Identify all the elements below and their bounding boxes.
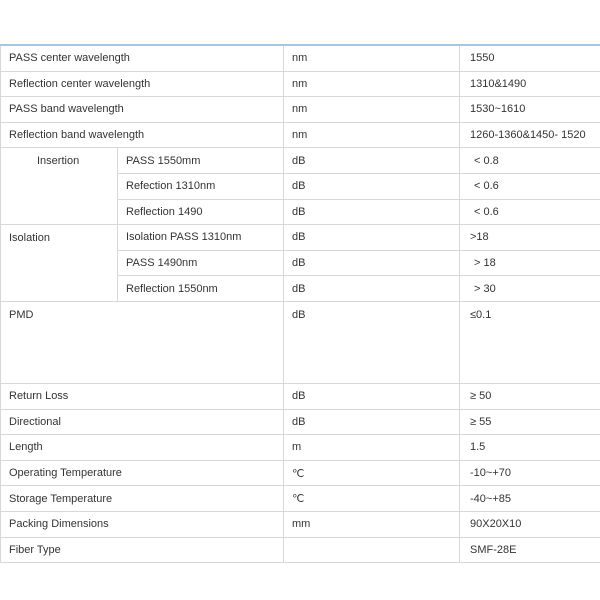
unit-cell: dB — [284, 383, 460, 409]
value-cell: < 0.6 — [460, 173, 600, 199]
value-cell: ≤0.1 — [460, 301, 600, 383]
table-row — [1, 486, 600, 512]
value-cell: 90X20X10 — [460, 511, 600, 537]
unit-cell: nm — [284, 97, 460, 123]
param-label: Packing Dimensions — [1, 511, 284, 537]
param-label: Length — [1, 435, 284, 461]
table-row — [1, 45, 600, 71]
unit-cell: mm — [284, 511, 460, 537]
value-cell: 1260-1360&1450- 1520 — [460, 122, 600, 148]
value-cell: > 18 — [460, 250, 600, 276]
unit-cell: nm — [284, 122, 460, 148]
param-label: Directional — [1, 409, 284, 435]
table-row — [1, 409, 600, 435]
table-row — [1, 511, 600, 537]
value-cell: > 30 — [460, 276, 600, 302]
value-cell: >18 — [460, 225, 600, 251]
table-row — [1, 435, 600, 461]
param-label: PASS band wavelength — [1, 97, 284, 123]
value-cell: ≥ 55 — [460, 409, 600, 435]
unit-cell: dB — [284, 199, 460, 225]
table-row — [1, 383, 600, 409]
spec-table — [0, 44, 600, 563]
unit-cell: dB — [284, 148, 460, 174]
table-row — [1, 460, 600, 486]
value-cell: 1550 — [460, 45, 600, 71]
unit-cell: ℃ — [284, 460, 460, 486]
param-label: Storage Temperature — [1, 486, 284, 512]
unit-cell: dB — [284, 250, 460, 276]
value-cell: < 0.6 — [460, 199, 600, 225]
param-label: Operating Temperature — [1, 460, 284, 486]
unit-cell: m — [284, 435, 460, 461]
param-label: Reflection 1550nm — [118, 276, 284, 302]
value-cell: SMF-28E — [460, 537, 600, 563]
param-label: PASS 1550mm — [118, 148, 284, 174]
value-cell: 1.5 — [460, 435, 600, 461]
unit-cell: dB — [284, 301, 460, 383]
unit-cell: nm — [284, 71, 460, 97]
table-row — [1, 71, 600, 97]
param-label: PASS center wavelength — [1, 45, 284, 71]
value-cell: 1310&1490 — [460, 71, 600, 97]
unit-cell: dB — [284, 225, 460, 251]
unit-cell: dB — [284, 173, 460, 199]
param-label: Isolation PASS 1310nm — [118, 225, 284, 251]
unit-cell: nm — [284, 45, 460, 71]
value-cell: < 0.8 — [460, 148, 600, 174]
table-row — [1, 225, 600, 251]
value-cell: ≥ 50 — [460, 383, 600, 409]
param-label: Fiber Type — [1, 537, 284, 563]
value-cell: -10~+70 — [460, 460, 600, 486]
unit-cell — [284, 537, 460, 563]
param-label: Return Loss — [1, 383, 284, 409]
table-row — [1, 301, 600, 383]
table-row — [1, 148, 600, 174]
table-row — [1, 122, 600, 148]
param-label: Reflection 1490 — [118, 199, 284, 225]
unit-cell: dB — [284, 409, 460, 435]
unit-cell: ℃ — [284, 486, 460, 512]
value-cell: -40~+85 — [460, 486, 600, 512]
param-label: Reflection band wavelength — [1, 122, 284, 148]
group-label-isolation: Isolation — [1, 225, 118, 302]
param-label: Reflection center wavelength — [1, 71, 284, 97]
param-label: Refection 1310nm — [118, 173, 284, 199]
param-label: PMD — [1, 301, 284, 383]
param-label: PASS 1490nm — [118, 250, 284, 276]
unit-cell: dB — [284, 276, 460, 302]
table-row — [1, 97, 600, 123]
table-row — [1, 537, 600, 563]
value-cell: 1530~1610 — [460, 97, 600, 123]
group-label-insertion: Insertion — [1, 148, 118, 225]
